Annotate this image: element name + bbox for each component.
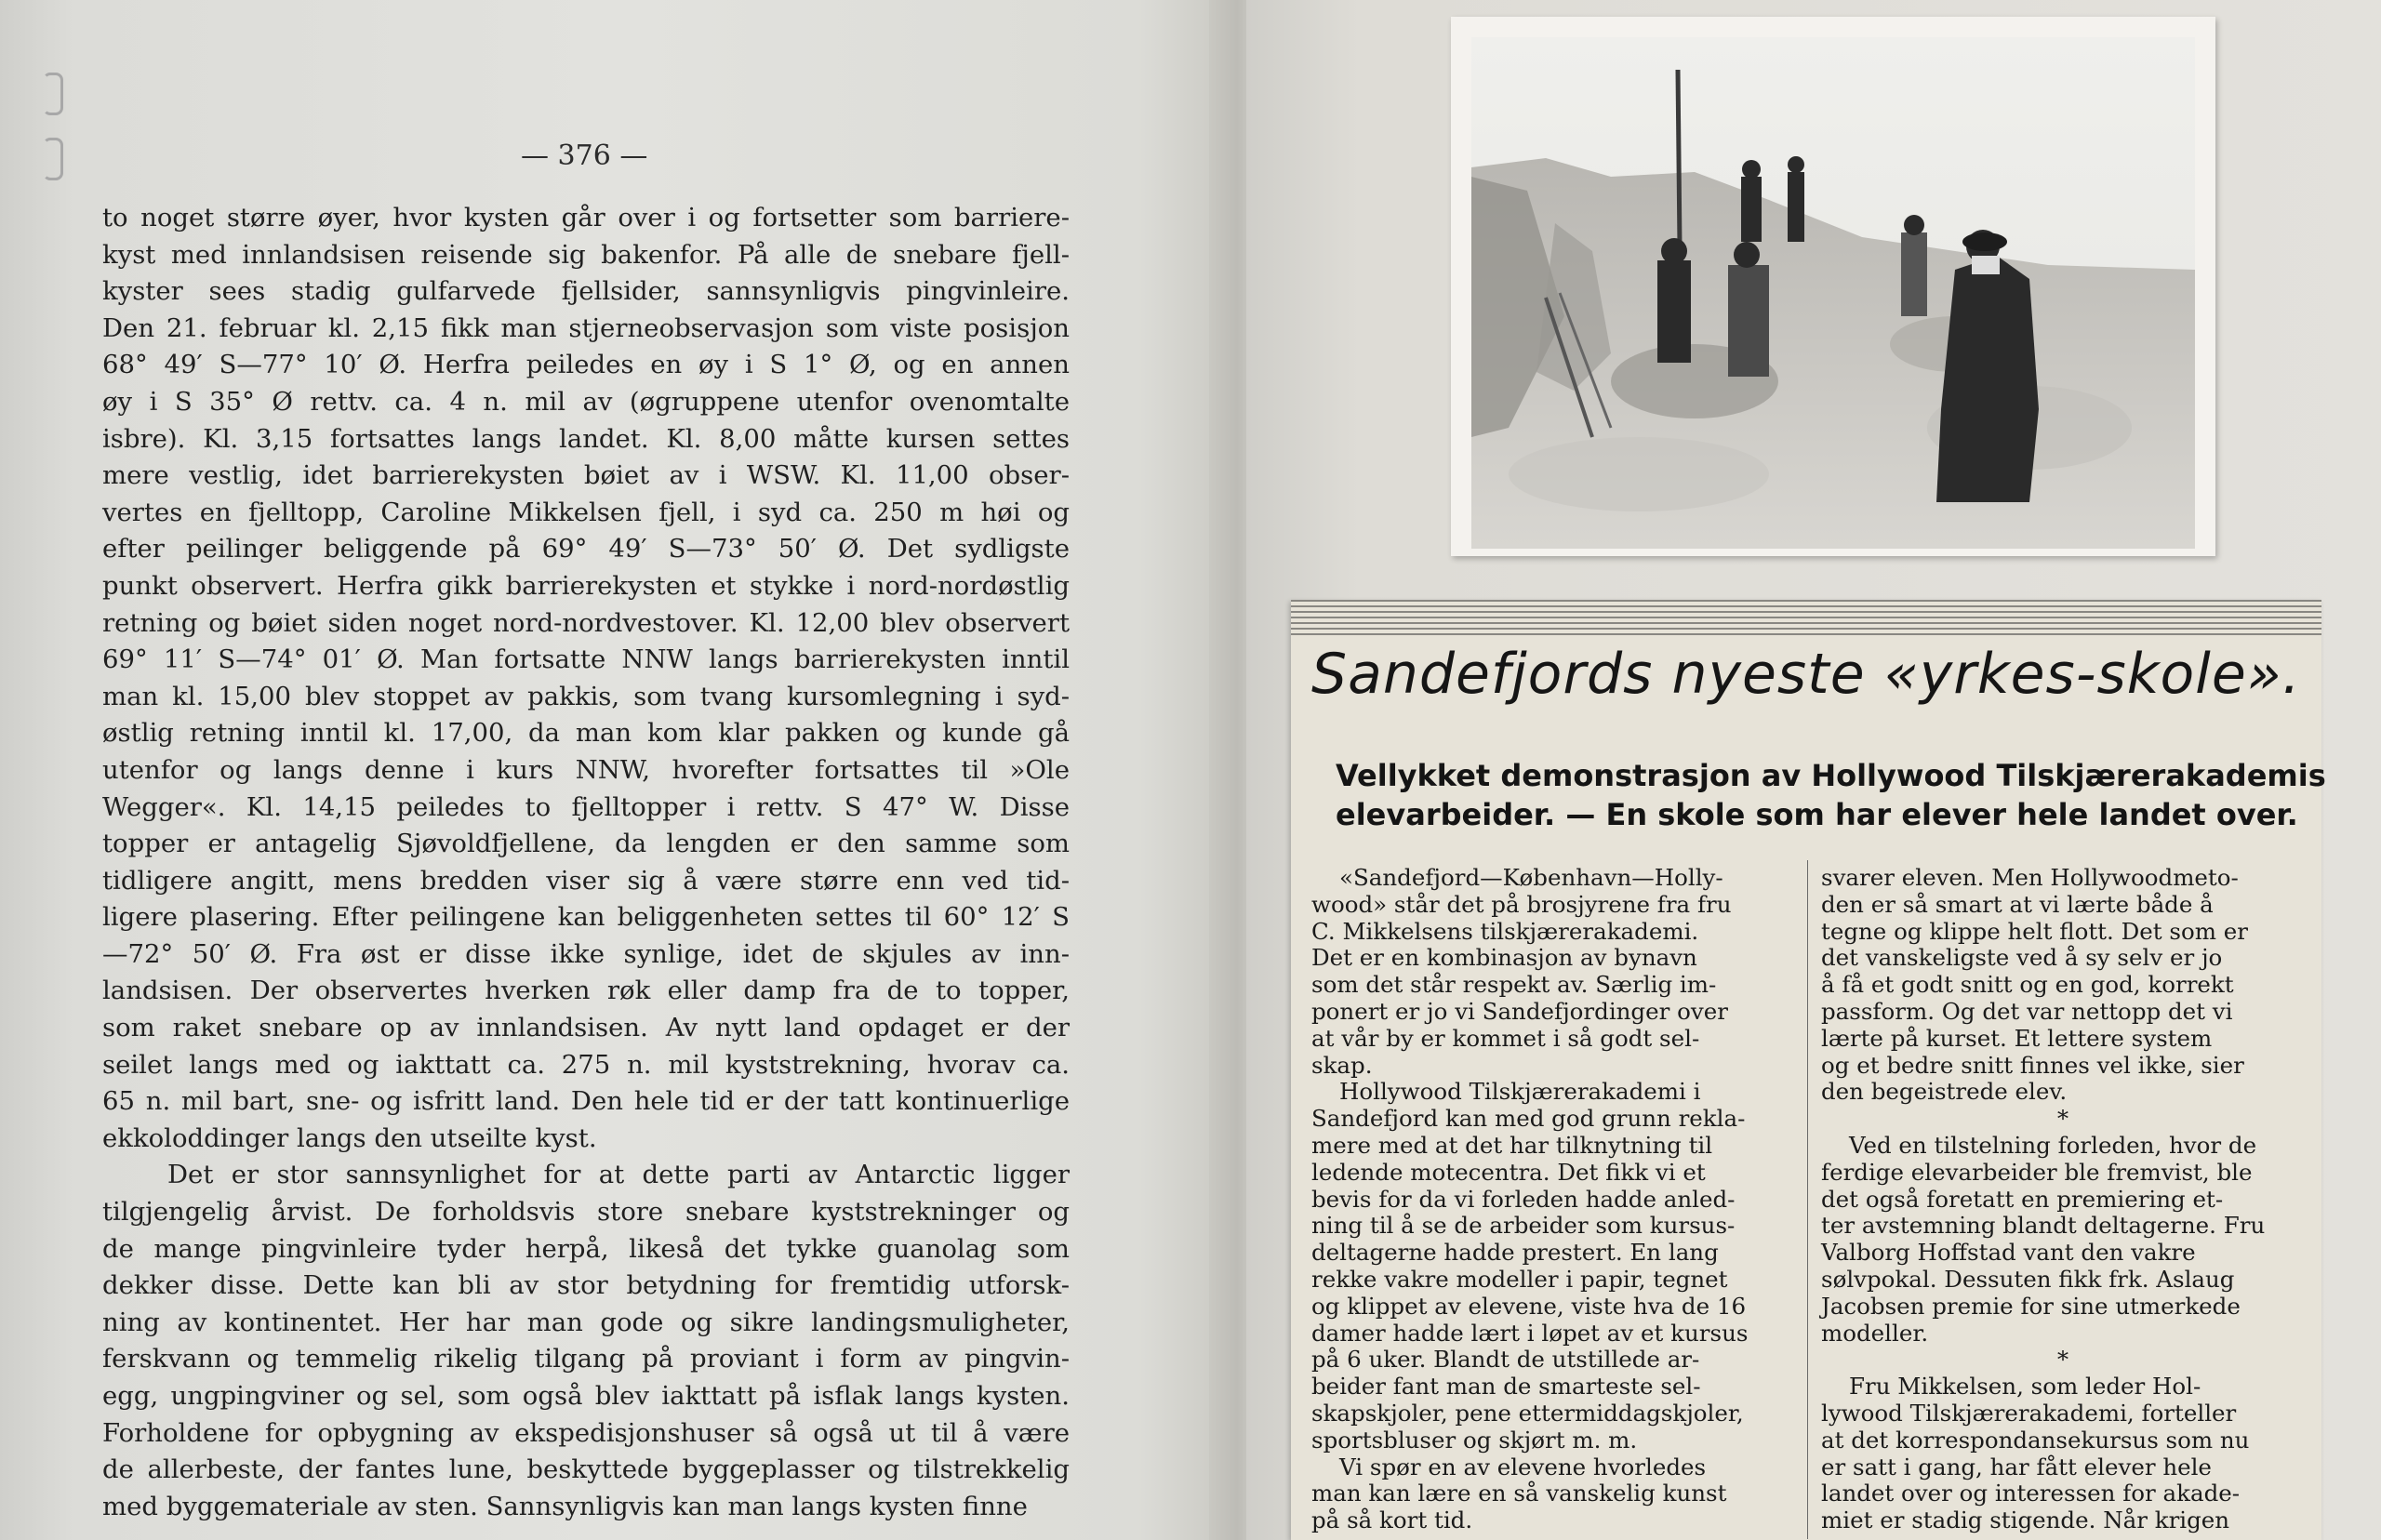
column-line: Sandefjord kan med god grunn rekla- — [1311, 1105, 1746, 1133]
column-line: det vanskeligste ved å sy selv er jo — [1821, 944, 2223, 972]
clipping-column-right — [1821, 865, 2305, 1534]
column-line: Det er en kombinasjon av bynavn — [1311, 944, 1697, 972]
column-line: ponert er jo vi Sandefjordinger over — [1311, 997, 1728, 1025]
text-line: ferskvann og temmelig rikelig tilgang på proviant i form av pingvin- — [102, 1344, 1070, 1374]
staple-icon — [43, 138, 63, 180]
clipping-headline: Sandefjords nyeste «yrkes-skole». — [1311, 642, 2301, 707]
column-line: man kan lære en så vanskelig kunst — [1311, 1480, 1727, 1507]
column-line: at vår by er kommet i så godt sel- — [1311, 1024, 1700, 1052]
photo-scene-svg — [1471, 37, 2195, 549]
text-line: Den 21. februar kl. 2,15 fikk man stjerneobservasjon som viste posisjon — [102, 312, 1070, 343]
column-line: skap. — [1311, 1051, 1373, 1079]
text-line: de mange pingvinleire tyder herpå, likeså det tykke guanolag som — [102, 1233, 1070, 1264]
text-line: ning av kontinentet. Her har man gode og sikre landingsmuligheter, — [102, 1307, 1070, 1337]
column-line: at det korrespondansekursus som nu — [1821, 1426, 2250, 1454]
text-line: egg, ungpingviner og sel, som også blev iakttatt på isflak langs kysten. — [102, 1381, 1070, 1411]
clipping-column-left — [1311, 865, 1800, 1534]
column-line: det også foretatt en premiering et- — [1821, 1185, 2224, 1213]
text-line: isbre). Kl. 3,15 fortsattes langs landet. Kl. 8,00 måtte kursen settes — [102, 423, 1070, 454]
column-line: Fru Mikkelsen, som leder Hol- — [1849, 1373, 2201, 1401]
subheadline-line: Vellykket demonstrasjon av Hollywood Tilskjærerakademis — [1336, 758, 2326, 793]
column-line: lywood Tilskjærerakademi, forteller — [1821, 1399, 2237, 1427]
column-line: den begeistrede elev. — [1821, 1078, 2068, 1106]
text-line: Wegger«. Kl. 14,15 peiledes to fjelltopper i rettv. S 47° W. Disse — [102, 791, 1070, 822]
column-divider — [1807, 860, 1808, 1539]
text-line: topper er antagelig Sjøvoldfjellene, da lengden er den samme som — [102, 829, 1070, 859]
column-line: bevis for da vi forleden hadde anled- — [1311, 1185, 1736, 1213]
photograph — [1451, 17, 2215, 556]
text-line: 65 n. mil bart, sne- og isfritt land. Den hele tid er der tatt kontinuerlige — [102, 1086, 1070, 1117]
text-line: øy i S 35° Ø rettv. ca. 4 n. mil av (øgruppene utenfor ovenomtalte — [102, 386, 1070, 417]
column-line: Ved en tilstelning forleden, hvor de — [1849, 1131, 2257, 1159]
text-line: ligere plasering. Efter peilingene kan beliggenheten settes til 60° 12′ S — [102, 902, 1070, 933]
column-line: deltagerne hadde prestert. En lang — [1311, 1239, 1719, 1267]
column-line: ferdige elevarbeider ble fremvist, ble — [1821, 1158, 2253, 1186]
text-line: dekker disse. Dette kan bli av stor betydning for fremtidig utforsk- — [102, 1270, 1070, 1301]
column-line: på 6 uker. Blandt de utstillede ar- — [1311, 1346, 1700, 1374]
column-line: beider fant man de smarteste sel- — [1311, 1373, 1701, 1401]
text-line: mere vestlig, idet barrierekysten bøiet av i WSW. Kl. 11,00 obser- — [102, 460, 1070, 491]
column-line: modeller. — [1821, 1319, 1929, 1347]
column-line: på så kort tid. — [1311, 1507, 1473, 1534]
column-line: svarer eleven. Men Hollywoodmeto- — [1821, 864, 2239, 891]
column-line: og et bedre snitt finnes vel ikke, sier — [1821, 1051, 2244, 1079]
book-body-text — [102, 200, 1070, 1525]
text-line: seilet langs med og iakttatt ca. 275 n. mil kyststrekning, hvorav ca. — [102, 1049, 1070, 1080]
column-line: ter avstemning blandt deltagerne. Fru — [1821, 1212, 2266, 1240]
photo-image — [1471, 37, 2195, 549]
text-line: østlig retning inntil kl. 17,00, da man kom klar pakken og kunde gå — [102, 718, 1070, 749]
column-line: å få et godt snitt og en god, korrekt — [1821, 971, 2234, 999]
column-line: Valborg Hoffstad vant den vakre — [1821, 1239, 2196, 1267]
text-line: 68° 49′ S—77° 10′ Ø. Herfra peiledes en øy i S 1° Ø, og en annen — [102, 350, 1070, 380]
text-line: som raket snebare op av innlandsisen. Av nytt land opdaget er der — [102, 1013, 1070, 1043]
staple-icon — [43, 73, 63, 115]
text-line: tidligere angitt, mens bredden viser sig å være større enn ved tid- — [102, 865, 1070, 896]
column-line: mere med at det har tilknytning til — [1311, 1131, 1713, 1159]
column-line: og klippet av elevene, viste hva de 16 — [1311, 1292, 1747, 1320]
column-line: wood» står det på brosjyrene fra fru — [1311, 890, 1732, 918]
column-line: sportsbluser og skjørt m. m. — [1311, 1426, 1638, 1454]
column-line: miet er stadig stigende. Når krigen — [1821, 1507, 2230, 1534]
column-line: skapskjoler, pene ettermiddagskjoler, — [1311, 1399, 1744, 1427]
newspaper-clipping — [1291, 600, 2326, 1540]
text-line: kyster sees stadig gulfarvede fjellsider, sannsynligvis pingvinleire. — [102, 276, 1070, 307]
page-number: — 376 — — [521, 139, 648, 172]
text-line: Det er stor sannsynlighet for at dette parti av Antarctic ligger — [167, 1160, 1070, 1190]
column-line: «Sandefjord—København—Holly- — [1339, 864, 1723, 891]
clipping-top-rule — [1291, 600, 2321, 637]
text-line: Forholdene for opbygning av ekspedisjonshuser så også ut til å være — [102, 1417, 1070, 1448]
column-line: * — [2056, 1105, 2069, 1133]
text-line: tilgjengelig årvist. De forholdsvis store snebare kyststrekninger og — [102, 1197, 1070, 1228]
column-line: ning til å se de arbeider som kursus- — [1311, 1212, 1736, 1240]
column-line: landet over og interessen for akade- — [1821, 1480, 2241, 1507]
text-line: de allerbeste, der fantes lune, beskyttede byggeplasser og tilstrekkelig — [102, 1454, 1070, 1485]
subheadline-line: elevarbeider. — En skole som har elever hele landet over. — [1336, 797, 2298, 832]
column-line: Vi spør en av elevene hvorledes — [1339, 1453, 1707, 1480]
text-line: man kl. 15,00 blev stoppet av pakkis, som tvang kursomlegning i syd- — [102, 681, 1070, 711]
column-line: passform. Og det var nettopp det vi — [1821, 997, 2233, 1025]
column-line: rekke vakre modeller i papir, tegnet — [1311, 1265, 1728, 1293]
text-line: efter peilinger beliggende på 69° 49′ S—73° 50′ Ø. Det sydligste — [102, 534, 1070, 564]
text-line: kyst med innlandsisen reisende sig bakenfor. På alle de snebare fjell- — [102, 239, 1070, 270]
text-line: ekkoloddinger langs den utseilte kyst. — [102, 1122, 597, 1153]
column-line: tegne og klippe helt flott. Det som er — [1821, 917, 2248, 945]
column-line: sølvpokal. Dessuten fikk frk. Aslaug — [1821, 1265, 2235, 1293]
column-line: Jacobsen premie for sine utmerkede — [1821, 1292, 2241, 1320]
text-line: retning og bøiet siden noget nord-nordvestover. Kl. 12,00 blev observert — [102, 607, 1070, 638]
column-line: damer hadde lært i løpet av et kursus — [1311, 1319, 1749, 1347]
column-line: den er så smart at vi lærte både å — [1821, 890, 2214, 918]
text-line: utenfor og langs denne i kurs NNW, hvorefter fortsattes til »Ole — [102, 754, 1070, 785]
column-line: ledende motecentra. Det fikk vi et — [1311, 1158, 1706, 1186]
column-line: som det står respekt av. Særlig im- — [1311, 971, 1717, 999]
text-line: —72° 50′ Ø. Fra øst er disse ikke synlige, idet de skjules av inn- — [102, 938, 1070, 969]
column-line: er satt i gang, har fått elever hele — [1821, 1453, 2212, 1480]
text-line: vertes en fjelltopp, Caroline Mikkelsen fjell, i syd ca. 250 m høi og — [102, 497, 1070, 527]
text-line: 69° 11′ S—74° 01′ Ø. Man fortsatte NNW langs barrierekysten inntil — [102, 644, 1070, 675]
text-line: med byggemateriale av sten. Sannsynligvis kan man langs kysten finne — [102, 1491, 1028, 1521]
clipping-subheadline — [1336, 756, 2326, 834]
column-line: * — [2056, 1346, 2069, 1374]
text-line: to noget større øyer, hvor kysten går over i og fortsetter som barriere- — [102, 203, 1070, 232]
text-line: punkt observert. Herfra gikk barrierekysten et stykke i nord-nordøstlig — [102, 570, 1070, 601]
text-line: landsisen. Der observertes hverken røk eller damp fra de to topper, — [102, 976, 1070, 1006]
column-line: lærte på kurset. Et lettere system — [1821, 1024, 2213, 1052]
column-line: C. Mikkelsens tilskjærerakademi. — [1311, 917, 1699, 945]
column-line: Hollywood Tilskjærerakademi i — [1339, 1078, 1701, 1106]
